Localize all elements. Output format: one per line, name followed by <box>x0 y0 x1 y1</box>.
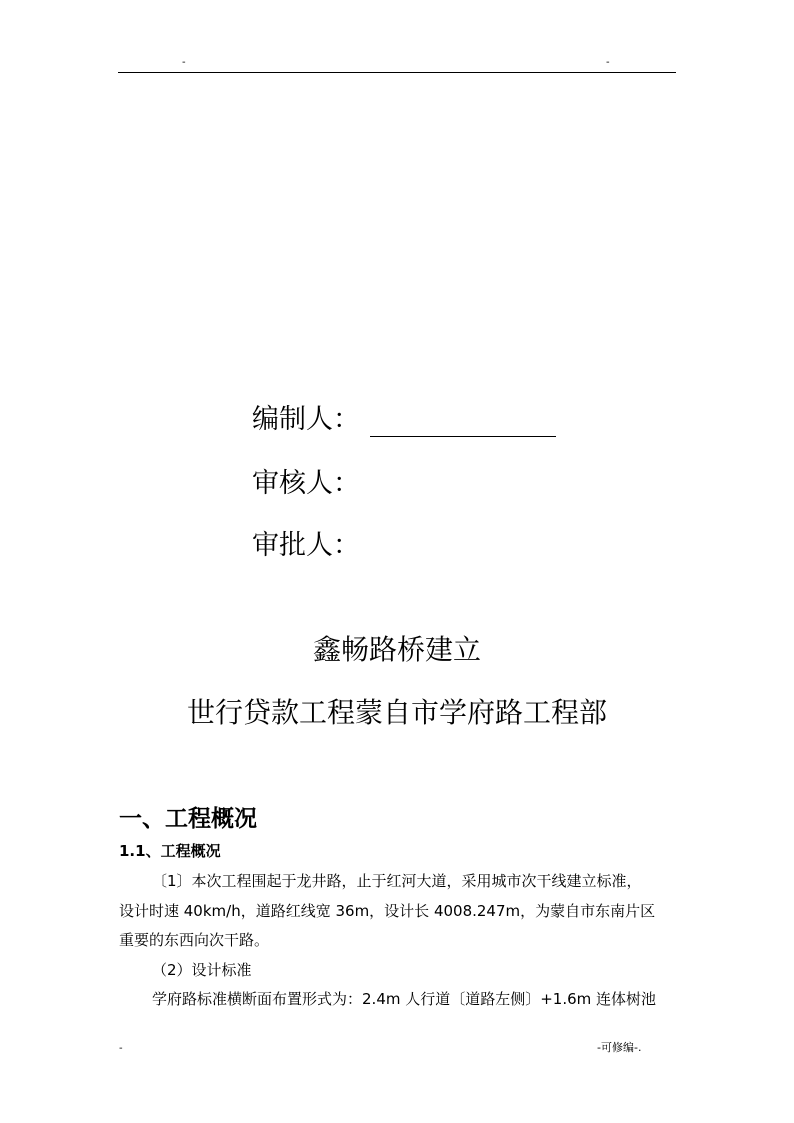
footer-mark-left: - <box>119 1043 123 1054</box>
organization-name: 鑫畅路桥建立 <box>312 633 481 666</box>
compiler-label: 编制人： <box>252 404 360 435</box>
subsection-heading: 1.1、工程概况 <box>119 842 221 860</box>
paragraph-line: 设计时速 40km/h，道路红线宽 36m，设计长 4008.247m，为蒙自市东南片区 <box>119 902 656 920</box>
design-standard-heading: （2）设计标准 <box>152 961 252 979</box>
header-mark-left: - <box>182 57 186 68</box>
header-rule <box>118 72 676 73</box>
footer-editable-note: -可修编-. <box>597 1041 642 1054</box>
reviewer-label: 审核人： <box>252 468 360 499</box>
header-mark-right: - <box>606 57 610 68</box>
section-heading: 一、工程概况 <box>119 806 257 832</box>
compiler-signature-line <box>370 436 556 437</box>
approver-label: 审批人： <box>252 530 360 561</box>
paragraph-line: 重要的东西向次干路。 <box>119 931 270 949</box>
paragraph-line: 学府路标准横断面布置形式为：2.4m 人行道〔道路左侧〕+1.6m 连体树池 <box>152 990 657 1008</box>
paragraph-line: 〔1〕本次工程围起于龙井路，止于红河大道，采用城市次干线建立标准， <box>152 872 642 890</box>
project-department-name: 世行贷款工程蒙自市学府路工程部 <box>186 696 607 729</box>
